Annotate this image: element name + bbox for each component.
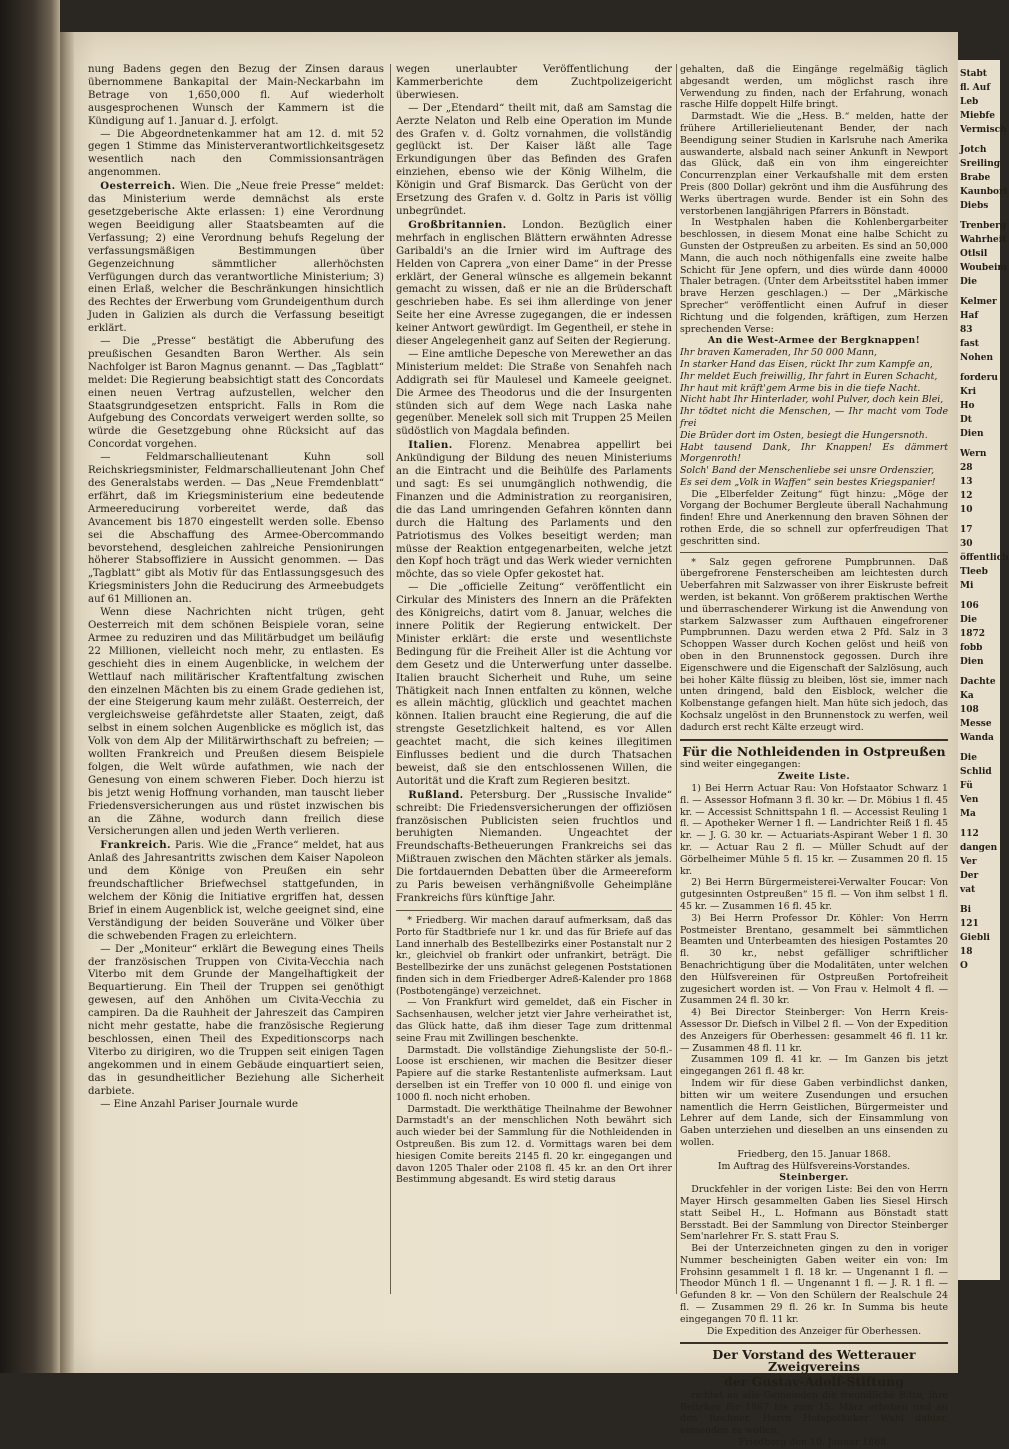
poem-line: Habt tausend Dank, Ihr Knappen! Es dämmert Morgenroth!	[680, 441, 948, 465]
article-text: Petersburg. Der „Russische Invalide“ schreibt: Die Friedensversicherungen der offiziösen französischen Publicisten seien fruchtlos und beruhigten Niemanden. Ungeachtet der Freundschafts-Betheuerungen Frankreichs sei das Mißtrauen zwischen den Mächten stärker als jemals. Die fortdauernden Debatten über die Armeereform zu Paris beweisen verhängnißvolle Geheimpläne Frankreichs fürs künftige Jahr.	[396, 789, 672, 904]
adjacent-page-text: Kelmer	[960, 297, 997, 307]
adjacent-page-text: Ver	[960, 857, 977, 867]
adjacent-page-text: öffentlich	[960, 553, 1009, 563]
dateline: Friedberg, den 15. Januar 1868.	[737, 1148, 891, 1160]
donation-appeal: Indem wir für diese Gaben verbindlichst danken, bitten wir um weitere Zusendungen und ersuchen namentlich die Herrn Geistlichen, Bürgermeister und Lehrer auf dem Lande, sich der Einsammlung von Gaben unterziehen und dieselben an uns einsenden zu wollen.	[680, 1077, 948, 1148]
donation-list-title: Zweite Liste.	[777, 771, 851, 783]
section-heading-oesterreich: Oesterreich.	[100, 180, 176, 193]
article-text: — Eine Anzahl Pariser Journale wurde	[100, 1098, 299, 1110]
column-rule-2	[676, 64, 677, 1294]
article-text: Florenz. Menabrea appellirt bei Ankündigung der Bildung des neuen Ministeriums an die Eintracht und die Beihülfe des Parlaments und sagt: Es sei unumgänglich nothwendig, die Finanzen und die Administration zu reorganisiren, die das Land umringenden Gefahren könnten dann durch die Haltung des Parlaments und den Patriotismus des Volkes beseitigt werden; man müsse der Reaktion entgegenarbeiten, welche jetzt den Kopf hoch trägt und das Werk wieder vernichten möchte, das so viele Opfer gekostet hat.	[396, 440, 672, 581]
poem-line: Ihr meldet Euch freiwillig, Ihr fahrt in Euren Schacht,	[680, 370, 938, 382]
adjacent-page-text: 106	[960, 601, 979, 611]
adjacent-page-text: Wern	[960, 449, 987, 459]
adjacent-page-text: 83	[960, 325, 973, 335]
donation-entry: Bei der Unterzeichneten gingen zu den in voriger Nummer bescheinigten Gaben weiter ein von: Im Frohsinn gesammelt 1 fl. 18 kr. — Ungenannt 1 fl. — Theodor Münch 1 fl. — Ungenannt 1 fl. — J. R. 1 fl. — Gefunden 8 kr. — Von den Schülern der Realschule 24 fl. — Zusammen 29 fl. 26 kr. In Summa bis heute eingegangen 70 fl. 11 kr.	[680, 1243, 948, 1325]
article-text: London. Bezüglich einer mehrfach in englischen Blättern erwähnten Adresse Garibaldi's an die Irnier wird im Auftrage des Helden von Caprera „von einer Dame“ in der Presse erklärt, der General wünsche es allgemein bekannt gemacht zu wissen, daß er nie an die Brüderschaft geschrieben habe. Es sei ihm allerdinge von jener Seite her eine Avresse zugegangen, die er indessen keiner Antwort gewürdigt. Im Gegentheil, er stehe in dieser Angelegenheit ganz auf Seiten der Regierung.	[396, 219, 672, 348]
adjacent-page-text: Haf	[960, 311, 979, 321]
adjacent-page-text: Bi	[960, 905, 972, 915]
adjacent-page-text: 108	[960, 705, 979, 715]
adjacent-page-text: Kaunbori	[960, 187, 1008, 197]
adjacent-page-text: dangen	[960, 843, 998, 853]
article-text: — Der „Moniteur“ erklärt die Bewegung eines Theils der französischen Truppen von Civita-Vecchia nach Viterbo mit dem Grunde der Mangelhaftigkeit der Bequartierung. Ein Theil der Truppen sei genöthigt gewesen, auf den Anhöhen um Civita-Vecchia zu campiren. Da die Rauhheit der Jahreszeit das Campiren nicht mehr gestatte, habe die französische Regierung beschlossen, einen Theil des Expeditionscorps nach Viterbo zu dirigiren, wo die Truppen seit einigen Tagen angekommen und in einem Gebäude einquartiert seien, das in gesundheitlicher Beziehung alle Sicherheit darbiete.	[88, 943, 384, 1097]
donation-entry: 4) Bei Director Steinberger: Von Herrn Kreis-Assessor Dr. Diefsch in Vilbel 2 fl. — Von der Expedition des Anzeigers für Oberhessen: gesammelt 46 fl. 11 kr. — Zusammen 48 fl. 11 kr.	[680, 1007, 948, 1054]
poem-line: Nicht habt Ihr Hinterlader, wohl Pulver, doch kein Blei,	[680, 394, 944, 406]
adjacent-page-text: 112	[960, 829, 979, 839]
divider	[680, 739, 948, 741]
article-text: nung Badens gegen den Bezug der Zinsen daraus übernommene Bankapital der Main-Neckarbahn im Betrage von 1,650,000 fl. Auf wiederholt ausgesprochenen Wunsch der Kammern ist die Kündigung auf 1. Januar d. J. erfolgt.	[88, 64, 384, 127]
article-text: — Die Abgeordnetenkammer hat am 12. d. mit 52 gegen 1 Stimme das Ministerverantwortlichkeitsgesetz wesentlich nach den Commissionsanträgen angenommen.	[88, 128, 384, 179]
poem-line: In starker Hand das Eisen, rückt Ihr zum Kampfe an,	[680, 358, 933, 370]
notice-text: richtet an alle Gemeinden die freundliche Bitte, ihre Beiträge für 1867 bis zum 15. März erheben und an den Rechner, Herrn Hofapotheker Wahl dahier, einsenden zu wollen.	[680, 1389, 948, 1437]
adjacent-page-text: 18	[960, 947, 973, 957]
poem-line: Ihr tödtet nicht die Menschen, — Ihr macht vom Tode frei	[680, 406, 948, 429]
page-gutter	[60, 32, 74, 1373]
donation-entry: 2) Bei Herrn Bürgermeisterei-Verwalter Foucar: Von gutgesinnten Ostpreußen“ 15 fl. — Von ihm selbst 1 fl. 45 kr. — Zusammen 16 fl. 45 kr.	[680, 877, 948, 912]
article-text: — Eine amtliche Depesche von Merewether an das Ministerium meldet: Die Straße von Senahfeh nach Addigrath sei für Maulesel und Kameele geeignet. Die Armee des Theodorus und die der Insurgenten stünden sich auf dem Wege nach Laska nahe gegenüber. Menelek soll sich mit Truppen 25 Meilen südöstlich von Magdala befinden.	[396, 348, 672, 438]
scan-binding-shadow	[0, 0, 60, 1373]
local-news-text: Die „Elberfelder Zeitung“ fügt hinzu: „Möge der Vorgang der Bochumer Bergleute überall Nachahmung finden! Ehre und Anerkennung den braven Söhnen der rothen Erde, die so schnell zur opferfreudigen That geschritten sind.	[680, 488, 948, 547]
adjacent-page-text: Diebs	[960, 201, 989, 211]
adjacent-page-text: fobb	[960, 643, 983, 653]
adjacent-page-text: Dt	[960, 415, 972, 425]
local-news-text: Darmstadt. Wie die „Hess. B.“ melden, hatte der frühere Artillerielieutenant Bender, der nach Beendigung seiner Studien in Karlsruhe nach Amerika auswanderte, alsbald nach seiner Ankunft in Newport das Glück, daß ein von ihm eingereichter Concurrenzplan einer Verkaufshalle mit dem ersten Preis (800 Dollar) gekrönt und ihm die Ausführung des Werks übertragen wurde. Bender ist ein Sohn des verstorbenen langjährigen Pfarrers in Bönstadt.	[680, 111, 948, 217]
adjacent-page-text: Leb	[960, 97, 979, 107]
notice-heading: der Gustav-Adolf-Stiftung	[723, 1374, 905, 1390]
adjacent-page-text: vat	[960, 885, 976, 895]
local-news-text: * Friedberg. Wir machen darauf aufmerksam, daß das Porto für Stadtbriefe nur 1 kr. und das für Briefe auf das Land innerhalb des Bestellbezirks einer Postanstalt nur 2 kr., gleichviel ob frankirt oder unfrankirt, beträgt. Die Bestellbezirke der uns zunächst gelegenen Poststationen finden sich in dem Friedberger Adreß-Kalender pro 1868 (Postbotengänge) verzeichnet.	[396, 914, 672, 997]
signature-line: Die Expedition des Anzeiger für Oberhessen.	[706, 1325, 922, 1337]
section-heading-italien: Italien.	[408, 439, 453, 452]
adjacent-page-text: 12	[960, 491, 973, 501]
column-rule-1	[390, 64, 391, 1294]
adjacent-page-text: O	[960, 961, 968, 971]
local-news-text: gehalten, daß die Eingänge regelmäßig täglich abgesandt werden, um möglichst rasch ihre Verwendung zu finden, nach der Erfahrung, wonach rasche Hilfe doppelt Hilfe bringt.	[680, 64, 948, 111]
local-news-text: — Von Frankfurt wird gemeldet, daß ein Fischer in Sachsenhausen, welcher jetzt vier Jahre verheirathet ist, das Glück hatte, daß ihm dieser Tage zum drittenmal seine Frau mit Zwillingen beschenkte.	[396, 997, 672, 1044]
poem-line: Ihr braven Kameraden, Ihr 50 000 Mann,	[680, 347, 878, 359]
article-text: — Die „Presse“ bestätigt die Abberufung des preußischen Gesandten Baron Werther. Als sein Nachfolger ist Baron Magnus genannt. — Das „Tagblatt“ meldet: Die Regierung beabsichtigt statt des Concordats einen neuen Vertrag aufzustellen, welcher den Staatsgrundgesetzen entspricht. Falls in Rom die Aufgebung des Concordats verweigert werden sollte, so würde die Gesetzgebung ohne Rücksicht auf das Concordat vorgehen.	[88, 336, 384, 451]
adjacent-page-text: Ho	[960, 401, 975, 411]
adjacent-page-text: Trenberg	[960, 221, 1007, 231]
column-1	[88, 64, 384, 1294]
article-text: Wenn diese Nachrichten nicht trügen, geht Oesterreich mit dem schönen Beispiele voran, seine Armee zu reduziren und das Militärbudget um beiläufig 22 Millionen, vielleicht noch mehr, zu entlasten. Es geschieht dies in einem Augenblicke, in welchem der Wettlauf nach militärischer Kraftentfaltung zwischen den einzelnen Mächten bis zu einem Grade gediehen ist, der eine Steigerung kaum mehr zuläßt. Oesterreich, der vergleichsweise gefährdetste aller Staaten, zeigt, daß selbst in einem solchen Augenblicke es möglich ist, das Volk von dem Alp der Militärwirthschaft zu befreien; — wollten Frankreich und Preußen diesem Beispiele folgen, die Welt würde aufathmen, wie nach der Genesung von einem schweren Fieber. Doch hierzu ist bis jetzt wenig Hoffnung vorhanden, man tauscht lieber Friedensversicherungen aus und rüstet inzwischen bis an die Zähne, wodurch dann freilich diese Versicherungen allen und jeden Werth verlieren.	[88, 607, 384, 838]
article-text: — Die „officielle Zeitung“ veröffentlicht ein Cirkular des Ministers des Innern an die Präfekten des Königreichs, datirt vom 8. Januar, welches die innere Politik der Regierung entwickelt. Der Minister erklärt: die erste und wesentlichste Bedingung für die Freiheit Aller ist die Achtung vor dem Gesetz und die Unterwerfung unter dasselbe. Italien braucht Sicherheit und Ruhe, um seine Thätigkeit nach Innen entfalten zu können, welche es allein mächtig, glücklich und geachtet machen können. Italien braucht eine Regierung, die auf die strengste Gesetzlichkeit haltend, es vor Allen geachtet macht, die sich keines illegitimen Einflusses bedient und die durch Thatsachen beweist, daß sie den entschlossenen Willen, die Autorität und die Kraft zum Regieren besitzt.	[396, 582, 672, 787]
poem-line: Es sei dem „Volk in Waffen“ sein bestes Kriegspanier!	[680, 476, 936, 488]
donation-heading: Für die Nothleidenden in Ostpreußen	[682, 743, 946, 759]
local-news-text: * Salz gegen gefrorene Pumpbrunnen. Daß übergefrorene Fensterscheiben am leichtesten durch Ueberfahren mit Salzwasser von ihrer Eiskruste befreit werden, ist bekannt. Von größerem praktischen Werthe und überraschenderer Wirkung ist die Anwendung von starkem Salzwasser zum Aufthauen eingefrorener Pumpbrunnen. Dazu werden etwa 2 Pfd. Salz in 3 Schoppen Wasser durch Kochen gelöst und heiß von oben in den Brunnenstock gegossen. Durch ihre Eigenschwere und die Eigenschaft der Salzlösung, auch bei hoher Kälte flüssig zu bleiben, löst sie, immer nach unten dringend, bald den Eisblock, welcher die Kolbenstange gefangen hielt. Man hüte sich jedoch, das Kochsalz ungelöst in den Brunnenstock zu werfen, weil dadurch erst recht Kälte erzeugt wird.	[680, 556, 948, 733]
notice-heading: Der Vorstand des Wetterauer Zweigvereins	[712, 1347, 916, 1375]
adjacent-page-text: Otlsil	[960, 249, 988, 259]
adjacent-page-text: 121	[960, 919, 979, 929]
adjacent-page-text: Woubeim	[960, 263, 1007, 273]
adjacent-page-text: fast	[960, 339, 979, 349]
adjacent-page-text: 13	[960, 477, 973, 487]
donation-subheading: sind weiter eingegangen:	[680, 759, 801, 771]
adjacent-page-text: Dien	[960, 657, 984, 667]
local-news-text: In Westphalen haben die Kohlenbergarbeiter beschlossen, in diesem Monat eine halbe Schicht zu Gunsten der Ostpreußen zu arbeiten. Es sind an 50,000 Mann, die auch noch nöthigenfalls eine zweite halbe Schicht für Jene opfern, und dies würde dann 40000 Thaler betragen. (Unter dem Arbeitsstitel haben immer brave Herzen geschlagen.) — Der „Märkische Sprecher“ veröffentlicht einen Aufruf in dieser Richtung und die folgenden, kräftigen, zum Herzen sprechenden Verse:	[680, 217, 948, 335]
signature-line: Im Auftrag des Hülfsvereins-Vorstandes.	[717, 1160, 911, 1172]
errata-text: Druckfehler in der vorigen Liste: Bei den von Herrn Mayer Hirsch gesammelten Gaben lies Siesel Hirsch statt Seibel H., L. Hofmann aus Bönstadt statt Bersstadt. Bei der Sammlung von Director Steinberger Sem'narlehrer Fr. S. statt Frau S.	[680, 1184, 948, 1243]
article-text: Wien. Die „Neue freie Presse“ meldet: das Ministerium werde demnächst als erste gesetzgeberische Akte erlassen: 1) eine Verordnung wegen Beeidigung aller Staatsbeamten auf die Verfassung; 2) eine Verordnung behufs Regelung der verfassungsmäßigen Bestimmungen über Gegenzeichnung sämmtlicher allerhöchsten Verfügungen durch das verantwortliche Ministerium; 3) einen Erlaß, welcher die Beschränkungen hinsichtlich des Rechtes der Erwerbung vom Grundeigenthum durch Juden in Galizien als durch die Verfassung beseitigt erklärt.	[88, 181, 385, 335]
adjacent-page-text: Kri	[960, 387, 976, 397]
article-text: — Feldmarschallieutenant Kuhn soll Reichskriegsminister, Feldmarschallieutenant John Chef des Generalstabs werden. — Das „Neue Fremdenblatt“ erfährt, daß im Kriegsministerium eine bedeutende Armeereducirung vorbereitet werde, daß das Avancement bis 1870 eingestellt werden solle. Ebenso sei die Abschaffung des Armee-Obercommando bevorstehend, desgleichen zahlreiche Pensionirungen höherer Stabsoffiziere in Aussicht genommen. — Das „Tagblatt“ gibt als Motiv für das Entlassungsgesuch des Kriegsministers John die Reducirung des Armeebudgets auf 61 Millionen an.	[88, 452, 384, 606]
poem-line: Solch' Band der Menschenliebe sei unsre Ordenszier,	[680, 465, 935, 477]
divider	[680, 1342, 948, 1344]
adjacent-page-text: Der	[960, 871, 979, 881]
adjacent-page-text: fl. Auf	[960, 83, 991, 93]
adjacent-page-text: Tleeb	[960, 567, 988, 577]
adjacent-page-text: Messe	[960, 719, 992, 729]
local-news-text: Darmstadt. Die vollständige Ziehungsliste der 50-fl.-Loose ist erschienen, wir machen die Besitzer dieser Papiere auf die starke Restantenliste aufmerksam. Laut derselben ist ein Treffer von 10 000 fl. und einige von 1000 fl. noch nicht erhoben.	[396, 1044, 672, 1103]
adjacent-page-text: 28	[960, 463, 973, 473]
local-news-text: Darmstadt. Die werkthätige Theilnahme der Bewohner Darmstadt's an der menschlichen Noth bewährt sich auch wieder bei der Sammlung für die Nothleidenden in Ostpreußen. Bis zum 12. d. Vormittags waren bei dem hiesigen Comite bereits 2145 fl. 20 kr. eingegangen und davon 1205 Thaler oder 2108 fl. 45 kr. an den Ort ihrer Bestimmung abgesandt. Es wird stetig daraus	[396, 1103, 672, 1186]
adjacent-page-text: 30	[960, 539, 973, 549]
article-text: wegen unerlaubter Veröffentlichung der Kammerberichte dem Zuchtpolizeigericht überwiesen.	[396, 64, 672, 101]
dateline: Friedberg den 10. Januar 1868.	[738, 1437, 890, 1449]
adjacent-page-text: Ven	[960, 795, 979, 805]
adjacent-page-text: Fü	[960, 781, 973, 791]
adjacent-page-text: Ka	[960, 691, 974, 701]
adjacent-page-text: Wanda	[960, 733, 994, 743]
section-heading-grossbritannien: Großbritannien.	[408, 218, 507, 231]
adjacent-page-text: Stabt	[960, 69, 987, 79]
divider	[396, 910, 672, 911]
adjacent-page-text: 10	[960, 505, 973, 515]
column-2	[396, 64, 672, 1294]
adjacent-page-text: forderu	[960, 373, 998, 383]
adjacent-page-text: Schlid	[960, 767, 992, 777]
adjacent-page-text: Wahrheit	[960, 235, 1007, 245]
section-heading-frankreich: Frankreich.	[100, 839, 171, 852]
adjacent-page-text: 1872	[960, 629, 986, 639]
adjacent-page-text: Vermisch	[960, 125, 1007, 135]
adjacent-page-text: Ma	[960, 809, 976, 819]
article-text: Paris. Wie die „France“ meldet, hat aus Anlaß des Jahresantritts zwischen dem Kaiser Napoleon und dem Könige von Preußen ein sehr freundschaftlicher Briefwechsel stattgefunden, in welchem der König die Initiative ergriffen hat, dessen Brief in einem Augenblick ist, welche geeignet sind, eine Verständigung der beiden Souveräne und Völker über die schwebenden Fragen zu erleichtern.	[88, 840, 384, 942]
adjacent-page-text: Giebli	[960, 933, 990, 943]
adjacent-page-text: Sreiling	[960, 159, 1001, 169]
poem-title: An die West-Armee der Bergknappen!	[707, 335, 921, 347]
adjacent-page-text: Die	[960, 277, 977, 287]
adjacent-page-text: Mi	[960, 581, 974, 591]
adjacent-page-text: Dien	[960, 429, 984, 439]
adjacent-page-text: Nohen	[960, 353, 994, 363]
adjacent-page-text: Miebfe	[960, 111, 995, 121]
donation-total: Zusammen 109 fl. 41 kr. — Im Ganzen bis jetzt eingegangen 261 fl. 48 kr.	[680, 1054, 948, 1078]
donation-entry: 1) Bei Herrn Actuar Rau: Von Hofstaator Schwarz 1 fl. — Assessor Hofmann 3 fl. 30 kr. — Dr. Möbius 1 fl. 45 kr. — Accessist Schnittspahn 1 fl. — Accessist Reuling 1 fl. — Apotheker Werner 1 fl. — Landrichter Reiß 1 fl. 45 kr. — J. G. 30 kr. — Actuariats-Aspirant Weber 1 fl. 30 kr. — Actuar Rau 2 fl. — Müller Schudt auf der Görbelheimer Mühle 5 fl. 15 kr. — Zusammen 20 fl. 15 kr.	[680, 783, 948, 877]
adjacent-page-text: Brabe	[960, 173, 991, 183]
poem-line: Ihr haut mit kräft'gem Arme bis in die tiefe Nacht.	[680, 382, 921, 394]
signature-name: Steinberger.	[779, 1172, 849, 1184]
adjacent-page-text: 17	[960, 525, 973, 535]
adjacent-page-text: Die	[960, 615, 977, 625]
column-3	[680, 64, 948, 1449]
poem-line: Die Brüder dort im Osten, besiegt die Hungersnoth.	[680, 429, 928, 441]
adjacent-page-text: Jotch	[960, 145, 987, 155]
adjacent-page-text: Die	[960, 753, 977, 763]
donation-entry: 3) Bei Herrn Professor Dr. Köhler: Von Herrn Postmeister Brentano, gesammelt bei sämmtlichen Beamten und Unterbeamten des hiesigen Postamtes 20 fl. 30 kr., nebst gefälliger schriftlicher Benachrichtigung über die Modalitäten, unter welchen den Hülfsvereinen für Ostpreußen Portofreiheit zugesichert worden ist. — Von Frau v. Helmolt 4 fl. — Zusammen 24 fl. 30 kr.	[680, 912, 948, 1007]
adjacent-page-text: Dachte	[960, 677, 996, 687]
divider	[680, 552, 948, 553]
adjacent-page-fragment	[958, 60, 1009, 1280]
section-heading-russland: Rußland.	[408, 788, 464, 801]
article-text: — Der „Etendard“ theilt mit, daß am Samstag die Aerzte Nelaton und Relb eine Operation im Munde des Grafen v. d. Goltz vornahmen, die vollständig geglückt ist. Der Kaiser läßt alle Tage Erkundigungen über das Befinden des Grafen einziehen, ebenso wie der König Wilhelm, die Königin und Graf Bismarck. Das Gerücht von der Ersetzung des Grafen v. d. Goltz in Paris ist völlig unbegründet.	[396, 102, 672, 217]
